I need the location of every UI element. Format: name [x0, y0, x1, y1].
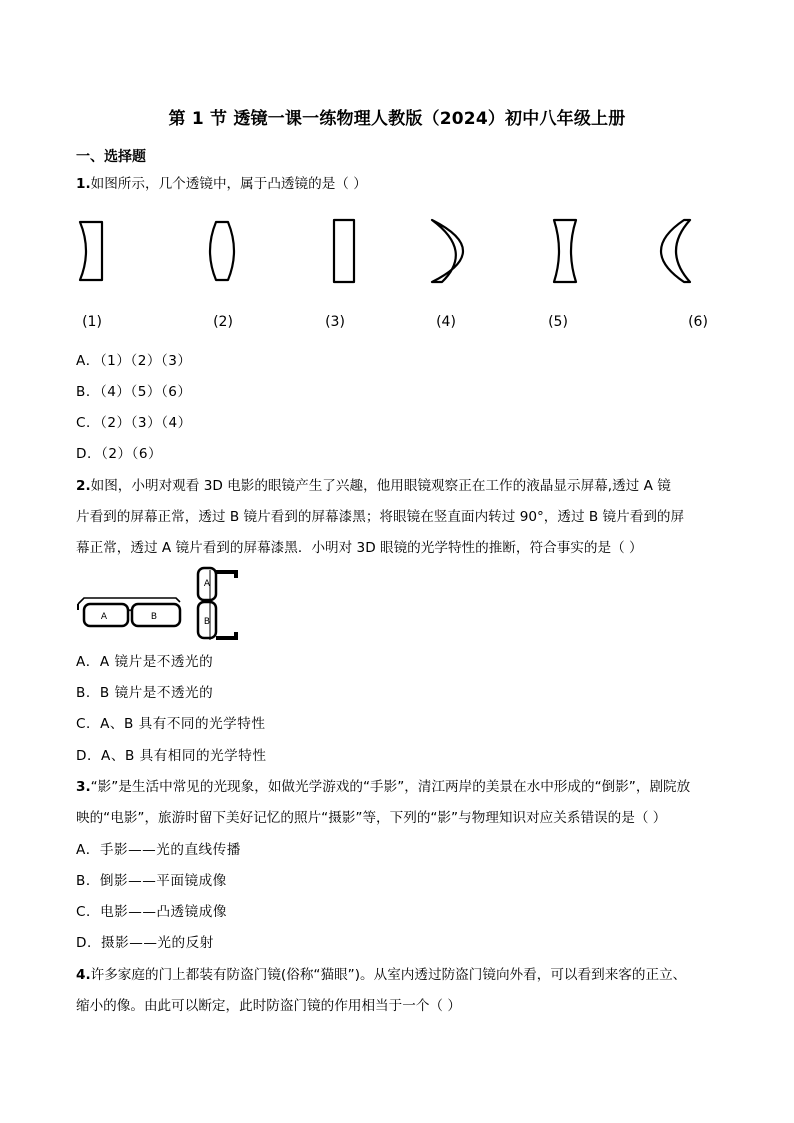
question-2-line-2: 片看到的屏幕正常，透过 B 镜片看到的屏幕漆黑；将眼镜在竖直面内转过 90°，透过 B 镜片看到的屏	[76, 509, 685, 525]
q2-option-c: C．A、B 具有不同的光学特性	[76, 716, 266, 732]
q3-option-c: C．电影——凸透镜成像	[76, 904, 227, 920]
question-text: 许多家庭的门上都装有防盗门镜(俗称“猫眼”)。从室内透过防盗门镜向外看，可以看到来客的正立、	[90, 967, 687, 983]
question-3-line-2: 映的“电影”，旅游时留下美好记忆的照片“摄影”等，下列的“影”与物理知识对应关系错误的是（ ）	[76, 810, 667, 826]
question-1	[76, 174, 367, 194]
lens-4-meniscus	[432, 220, 463, 282]
q1-option-a: A．（1）（2）（3）	[76, 353, 192, 369]
question-2-line-1	[76, 476, 671, 496]
lens-diagram	[70, 208, 730, 338]
glasses-label-a: A	[100, 612, 108, 622]
question-2-line-3: 幕正常，透过 A 镜片看到的屏幕漆黑．小明对 3D 眼镜的光学特性的推断，符合事实的是（ ）	[76, 540, 643, 556]
section-heading: 一、选择题	[76, 149, 146, 165]
q1-option-d: D．（2）（6）	[76, 446, 163, 462]
lens-label-3: (3)	[325, 314, 345, 330]
question-number: 4.	[76, 967, 91, 983]
lens-1-plano-concave	[80, 222, 102, 280]
q3-option-d: D．摄影——光的反射	[76, 935, 214, 951]
question-text: 如图，小明对观看 3D 电影的眼镜产生了兴趣，他用眼镜观察正在工作的液晶显示屏幕,透过 A 镜	[90, 478, 671, 494]
q1-option-c: C．（2）（3）（4）	[76, 415, 192, 431]
3d-glasses-diagram	[76, 566, 244, 644]
rotated-label-b: B	[203, 617, 211, 627]
question-number: 2.	[76, 478, 91, 494]
q3-option-a: A．手影——光的直线传播	[76, 842, 241, 858]
rotated-label-a: A	[203, 579, 211, 589]
lens-label-4: (4)	[436, 314, 456, 330]
question-number: 1.	[76, 176, 91, 192]
q3-option-b: B．倒影——平面镜成像	[76, 873, 227, 889]
question-3-line-1	[76, 777, 690, 797]
q1-option-b: B．（4）（5）（6）	[76, 384, 192, 400]
q2-option-d: D．A、B 具有相同的光学特性	[76, 748, 267, 764]
question-number: 3.	[76, 779, 91, 795]
question-4-line-2: 缩小的像。由此可以断定，此时防盗门镜的作用相当于一个（ ）	[76, 998, 461, 1014]
q2-option-a: A．A 镜片是不透光的	[76, 654, 214, 670]
lens-label-5: (5)	[548, 314, 568, 330]
page-title: 第 1 节 透镜一课一练物理人教版（2024）初中八年级上册	[168, 109, 626, 129]
lens-3-flat-glass	[334, 220, 354, 282]
q2-option-b: B．B 镜片是不透光的	[76, 685, 214, 701]
lens-6-meniscus	[661, 220, 690, 282]
lens-5-biconcave	[554, 220, 576, 282]
lens-label-2: (2)	[213, 314, 233, 330]
question-text: “影”是生活中常见的光现象，如做光学游戏的“手影”，清江两岸的美景在水中形成的“倒影”，剧院放	[90, 779, 691, 795]
question-text: 如图所示，几个透镜中，属于凸透镜的是（ ）	[90, 176, 367, 192]
glasses-label-b: B	[150, 612, 158, 622]
lens-2-biconvex	[210, 222, 234, 280]
lens-label-6: (6)	[688, 314, 708, 330]
lens-label-1: (1)	[82, 314, 102, 330]
question-4-line-1	[76, 965, 686, 985]
